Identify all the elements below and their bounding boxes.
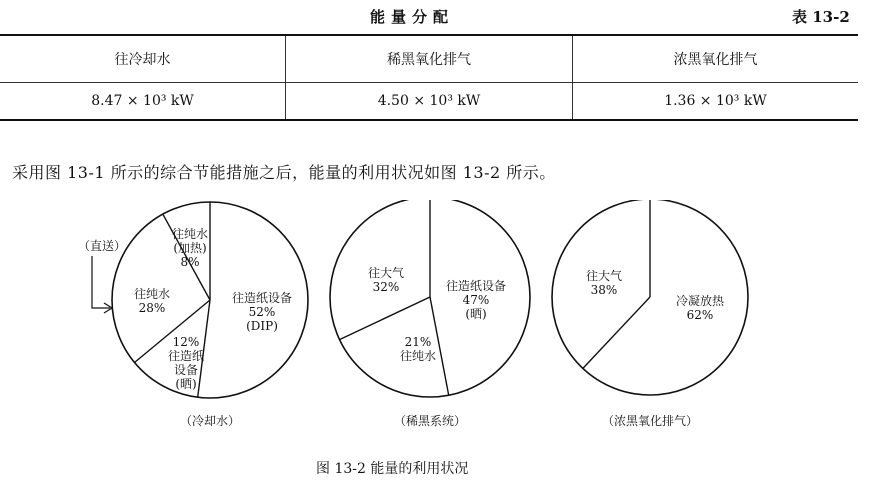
pie-charts-figure (0, 200, 876, 440)
pie-chart-dilute-black-system (330, 200, 530, 428)
pie-chart-cooling-water (112, 202, 308, 428)
figure-caption: 图 13-2 能量的利用状况 (316, 461, 469, 477)
table-title: 能量分配 (370, 8, 455, 26)
direct-feed-arrow-line (92, 256, 110, 308)
pie-slice-label: 往大气 38% (585, 269, 623, 297)
pie-chart-title: （浓黑氧化排气） (601, 414, 699, 428)
pie-slice-label: 往造纸设备 47% (晒) (445, 279, 507, 321)
energy-distribution-table (0, 34, 858, 121)
pie-chart-title: （冷却水） (179, 414, 241, 428)
pie-slice-label: 往纯水 28% (133, 287, 171, 315)
pie-slice-label: 往纯水(加热) 8% (171, 227, 209, 269)
table-row (0, 83, 858, 121)
table-header-cell: 稀黑氧化排气 (286, 35, 573, 83)
pie-chart-title: （稀黑系统） (393, 414, 467, 428)
pie-slice-label: 往造纸设备 52% (DIP) (231, 291, 293, 333)
direct-feed-label: （直送） (78, 239, 127, 253)
pie-slice-label: 21%往纯水 (399, 335, 437, 363)
table-header-row (0, 35, 858, 83)
table-header-cell: 往冷却水 (0, 35, 286, 83)
table-number: 表 13-2 (792, 8, 850, 26)
pie-slice-label: 冷凝放热 62% (675, 294, 725, 322)
table-cell: 8.47 × 10³ kW (0, 83, 286, 121)
pie-chart-concentrated-black-exhaust (552, 200, 748, 428)
table-cell: 1.36 × 10³ kW (572, 83, 858, 121)
table-cell: 4.50 × 10³ kW (286, 83, 573, 121)
pie-slice-label: 往大气 32% (367, 266, 405, 294)
table-header-cell: 浓黑氧化排气 (572, 35, 858, 83)
body-paragraph: 采用图 13-1 所示的综合节能措施之后，能量的利用状况如图 13-2 所示。 (12, 163, 556, 182)
pie-slice-label: 12%往造纸设备(晒) (167, 335, 205, 391)
